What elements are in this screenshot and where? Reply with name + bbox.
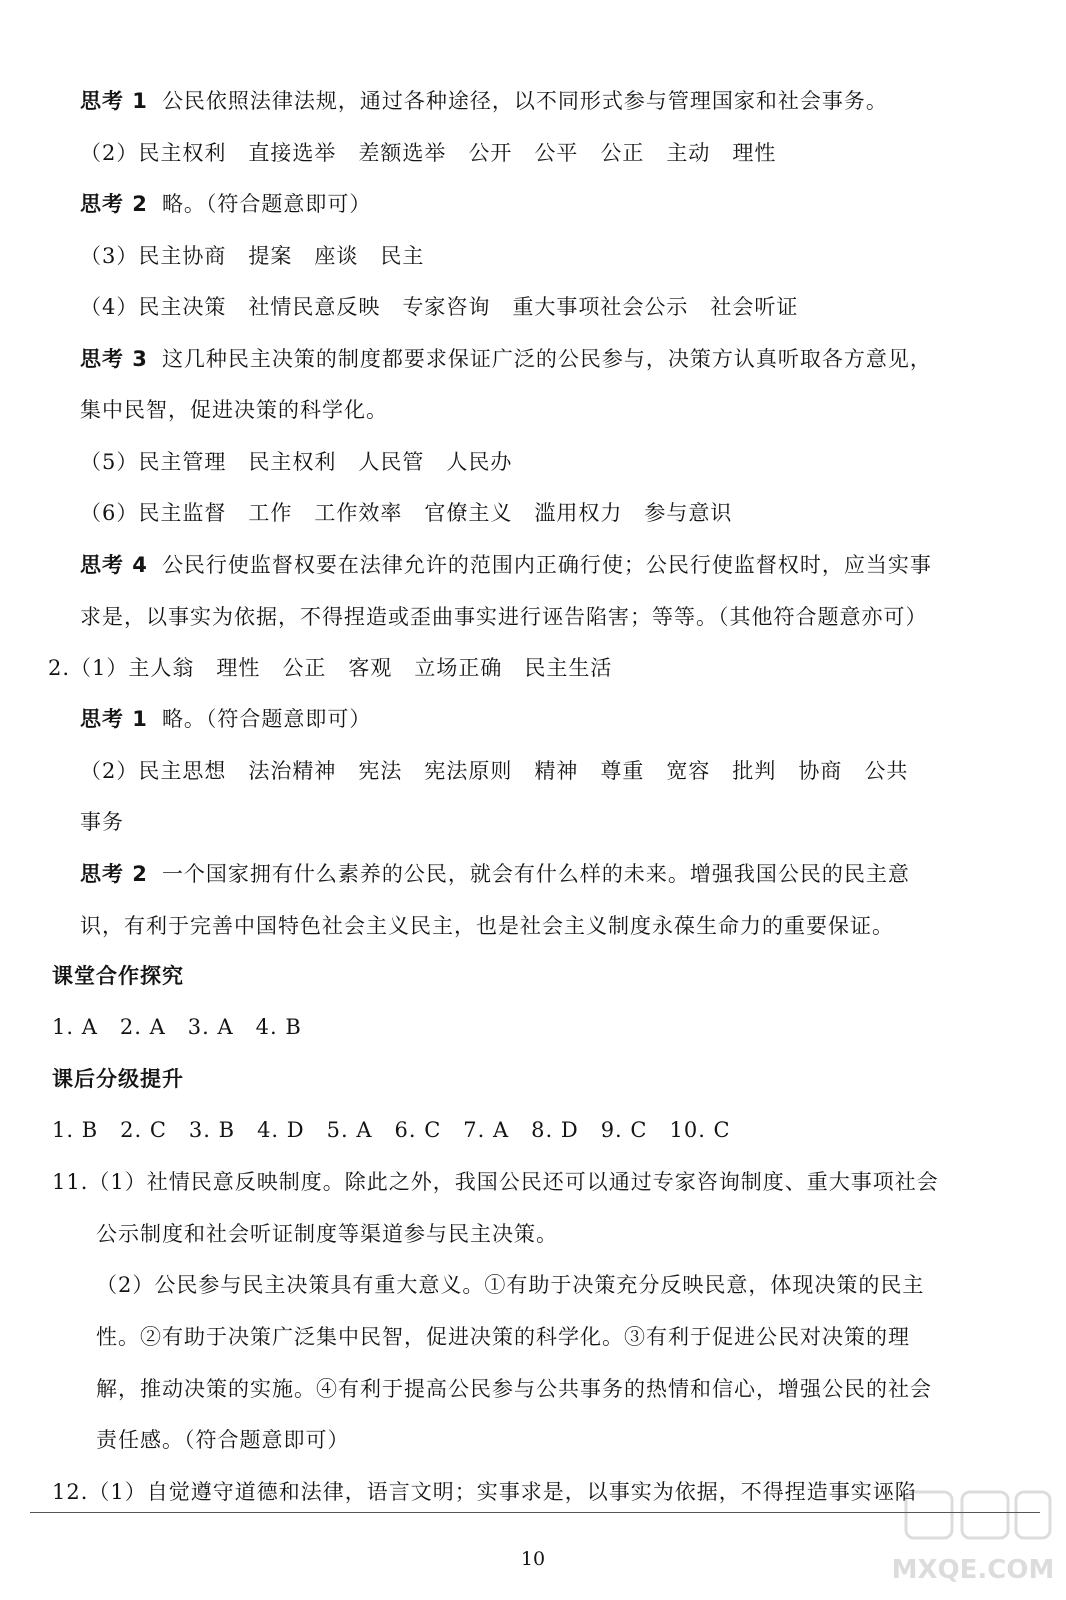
answer-line: （2）公民参与民主决策具有重大意义。①有助于决策充分反映民意，体现决策的民主 [96,1273,925,1297]
answer-line: 2.（1）主人翁 理性 公正 客观 立场正确 民主生活 [48,656,613,680]
answer-line: 识，有利于完善中国特色社会主义民主，也是社会主义制度永葆生命力的重要保证。 [80,914,894,938]
watermark-mark [962,1492,1008,1538]
answer-line: 12.（1）自觉遵守道德和法律，语言文明；实事求是，以事实为依据，不得捏造事实诬陷 [52,1480,917,1504]
answer-line: 性。②有助于决策广泛集中民智，促进决策的科学化。③有利于促进公民对决策的理 [96,1325,910,1349]
watermark-mark [1016,1492,1050,1538]
answer-line: （6）民主监督 工作 工作效率 官僚主义 滥用权力 参与意识 [80,501,733,525]
page-number: 10 [520,1548,546,1570]
think-label: 思考 1 [80,707,148,731]
think-label: 思考 3 [80,347,148,371]
section-heading: 课后分级提升 [52,1067,184,1091]
answer-line: 集中民智，促进决策的科学化。 [80,398,388,422]
think-line [80,344,932,374]
answer-line: 责任感。（符合题意即可） [96,1428,350,1452]
answer-text: 公民行使监督权要在法律允许的范围内正确行使；公民行使监督权时，应当实事 [161,553,932,577]
think-line [80,86,888,116]
answer-text: 这几种民主决策的制度都要求保证广泛的公民参与，决策方认真听取各方意见， [161,347,932,371]
watermark-mark [906,1492,952,1538]
think-label: 思考 2 [80,192,148,216]
answer-line: （5）民主管理 民主权利 人民管 人民办 [80,450,513,474]
think-line [80,704,371,734]
answer-text: 略。（符合题意即可） [161,707,372,731]
answer-line: （2）民主权利 直接选举 差额选举 公开 公平 公正 主动 理性 [80,141,777,165]
watermark-logo [888,1486,1058,1594]
answer-line: （3）民主协商 提案 座谈 民主 [80,244,425,268]
answer-line: 求是，以事实为依据，不得捏造或歪曲事实进行诬告陷害；等等。（其他符合题意亦可） [80,605,928,629]
answer-line: 1. A 2. A 3. A 4. B [52,1015,302,1039]
think-line [80,189,371,219]
answer-line: （2）民主思想 法治精神 宪法 宪法原则 精神 尊重 宽容 批判 协商 公共 [80,759,909,783]
answer-line: 1. B 2. C 3. B 4. D 5. A 6. C 7. A 8. D 9. C 10. C [52,1118,731,1142]
answer-line: 11.（1）社情民意反映制度。除此之外，我国公民还可以通过专家咨询制度、重大事项社会 [52,1170,939,1194]
think-label: 思考 1 [80,89,148,113]
answer-line: 公示制度和社会听证制度等渠道参与民主决策。 [96,1222,558,1246]
answer-line: 解，推动决策的实施。④有利于提高公民参与公共事务的热情和信心，增强公民的社会 [96,1377,932,1401]
watermark-text: MXQE.COM [891,1555,1055,1585]
think-label: 思考 2 [80,862,148,886]
section-heading: 课堂合作探究 [52,964,184,988]
think-line [80,550,932,580]
think-label: 思考 4 [80,553,148,577]
think-line [80,859,910,889]
answer-line: （4）民主决策 社情民意反映 专家咨询 重大事项社会公示 社会听证 [80,295,799,319]
answer-text: 公民依照法律法规，通过各种途径，以不同形式参与管理国家和社会事务。 [161,89,888,113]
answer-text: 略。（符合题意即可） [161,192,372,216]
answer-line: 事务 [80,810,124,834]
answer-text: 一个国家拥有什么素养的公民，就会有什么样的未来。增强我国公民的民主意 [161,862,910,886]
